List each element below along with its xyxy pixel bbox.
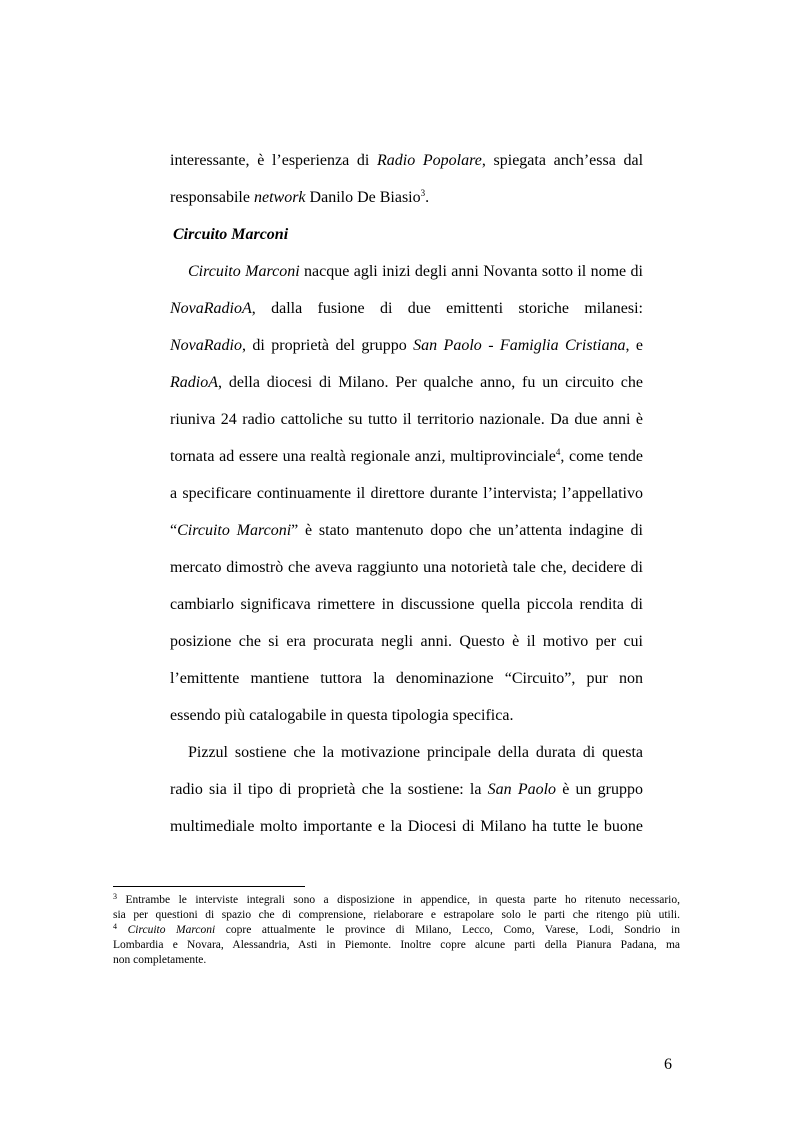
paragraph-line: Circuito Marconi nacque agli inizi degli anni Novanta sotto il nome di xyxy=(188,263,643,280)
paragraph-line: l’emittente mantiene tuttora la denominazione “Circuito”, pur non xyxy=(170,670,643,687)
paragraph-line: interessante, è l’esperienza di Radio Popolare, spiegata anch’essa dal xyxy=(170,152,644,169)
paragraph-line: NovaRadioA, dalla fusione di due emittenti storiche milanesi: xyxy=(170,300,643,317)
footnote-ref-3: 3 xyxy=(420,188,426,198)
footnote-line: sia per questioni di spazio che di comprensione, rielaborare e estrapolare solo le parti che ritengo più utili. xyxy=(113,909,680,921)
paragraph-line: riuniva 24 radio cattoliche su tutto il territorio nazionale. Da due anni è xyxy=(170,411,643,428)
footnote-line: non completamente. xyxy=(113,954,207,966)
paragraph-line: “Circuito Marconi” è stato mantenuto dopo che un’attenta indagine di xyxy=(170,522,644,539)
paragraph-line: responsabile network Danilo De Biasio$^3$. xyxy=(170,188,430,206)
footnote-4: $^4$ Circuito Marconi copre attualmente le province di Milano, Lecco, Como, Varese, Lodi, Sondrio in xyxy=(113,922,681,936)
paragraph-line: tornata ad essere una realtà regionale anzi, multiprovinciale$^4$, come tende xyxy=(170,447,643,465)
paragraph-line: mercato dimostrò che aveva raggiunto una notorietà tale che, decidere di xyxy=(170,559,643,576)
paragraph-line: RadioA, della diocesi di Milano. Per qualche anno, fu un circuito che xyxy=(170,374,643,391)
paragraph-line: multimediale molto importante e la Diocesi di Milano ha tutte le buone xyxy=(170,818,643,835)
paragraph-line: cambiarlo significava rimettere in discussione quella piccola rendita di xyxy=(170,596,643,613)
footnote-line: Lombardia e Novara, Alessandria, Asti in Piemonte. Inoltre copre alcune parti della Pianura Padana, ma xyxy=(113,939,680,951)
footnote-3: $^3$ Entrambe le interviste integrali sono a disposizione in appendice, in questa parte ho ritenuto necessario, xyxy=(113,892,680,906)
footnote-separator xyxy=(113,886,305,887)
paragraph-line: radio sia il tipo di proprietà che la sostiene: la San Paolo è un gruppo xyxy=(170,781,644,798)
body-text xyxy=(170,142,643,845)
footnotes xyxy=(113,893,680,968)
footnote-ref-4: 4 xyxy=(555,447,561,457)
section-heading: Circuito Marconi xyxy=(173,226,289,243)
paragraph-line: NovaRadio, di proprietà del gruppo San Paolo - Famiglia Cristiana, e xyxy=(170,337,643,354)
paragraph-line: essendo più catalogabile in questa tipologia specifica. xyxy=(170,707,514,724)
page-number: 6 xyxy=(664,1056,672,1073)
paragraph-line: posizione che si era procurata negli anni. Questo è il motivo per cui xyxy=(170,633,643,650)
paragraph-line: Pizzul sostiene che la motivazione principale della durata di questa xyxy=(188,744,643,761)
paragraph-line: a specificare continuamente il direttore durante l’intervista; l’appellativo xyxy=(170,485,643,502)
